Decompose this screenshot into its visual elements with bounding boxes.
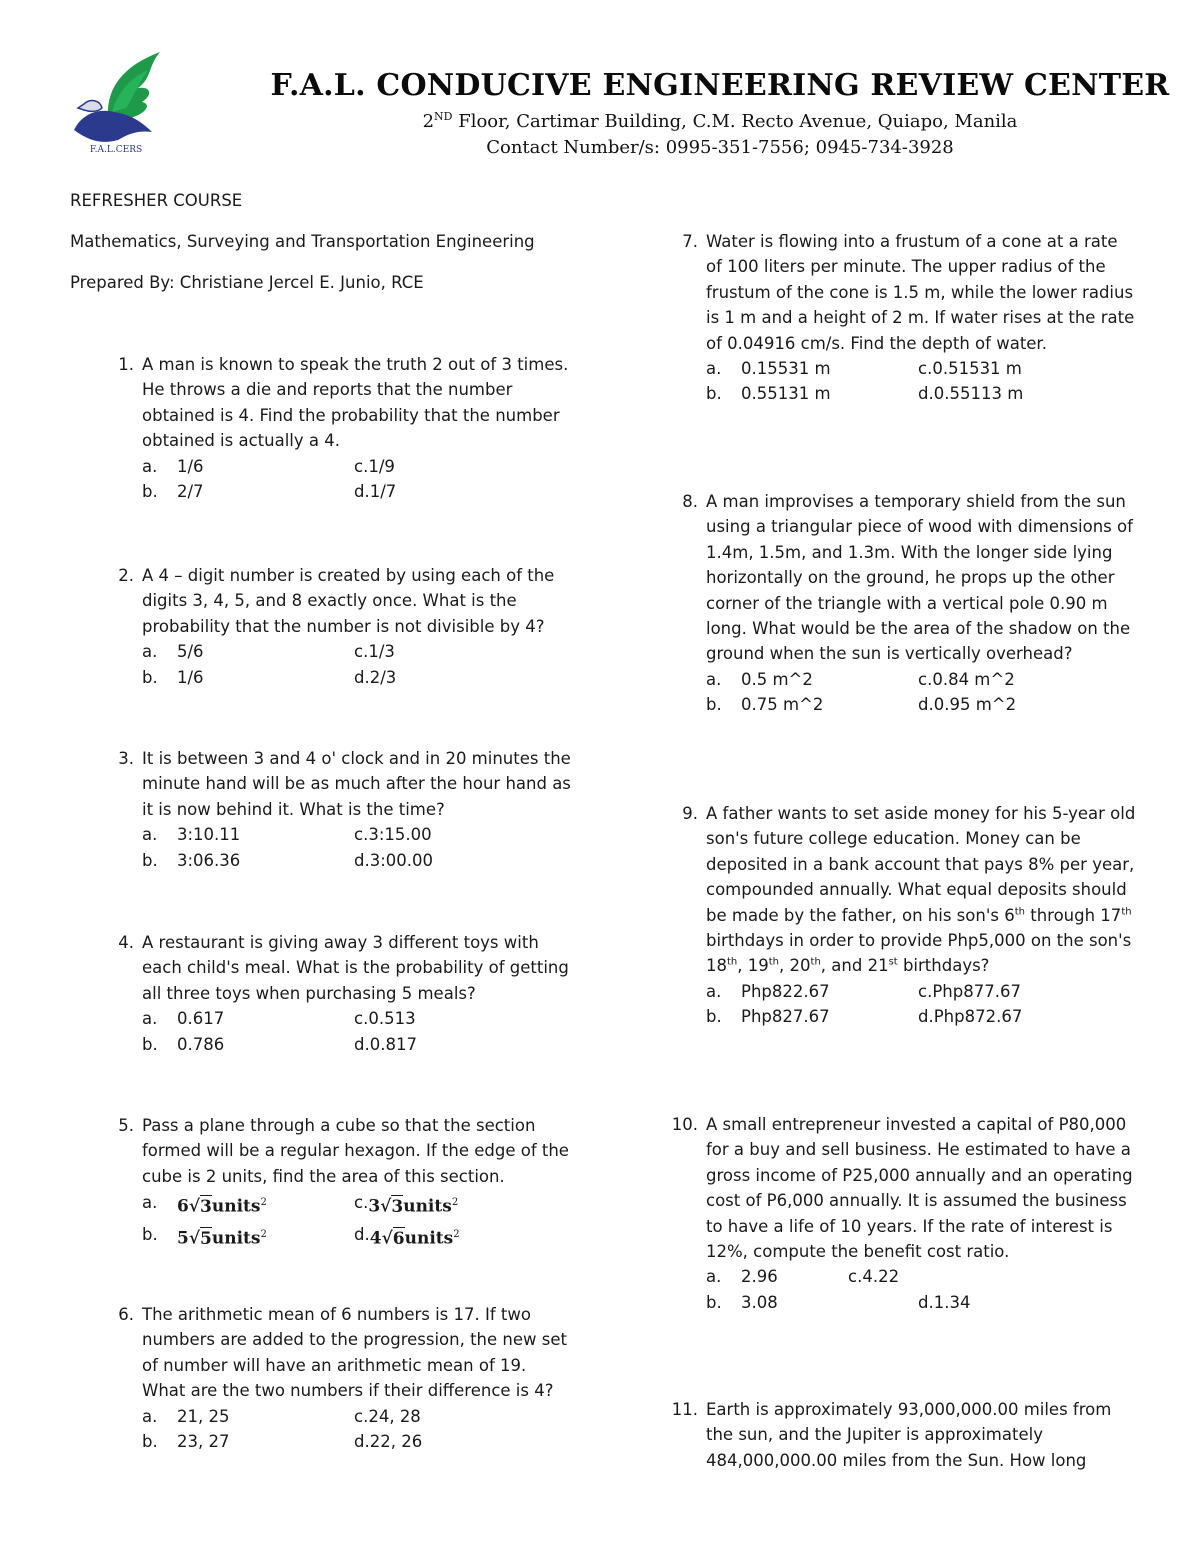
option-b: b. 0.55131 m [706,384,831,404]
option-d: d. 2/3 [354,667,397,687]
option-b: b. 5√5units$^2$ [142,1224,267,1249]
option-b: b. 1/6 [142,667,204,687]
question-number: 11. [671,1400,698,1419]
option-a: a. Php822.67 [706,981,830,1001]
option-a: a. 0.15531 m [706,359,831,379]
question-text: A father wants to set aside money for his 5-year old son's future college education. Money can be deposited in a bank account that pays 8% per year, compounded annually. What equal deposits should be made by the father, on his son's 6th through 17th birthdays in order to provide Php5,000 on the son's 18th, 19th, 20th, and 21st birthdays? [706,804,1136,976]
option-b: b. Php827.67 [706,1007,830,1027]
question-text: Water is flowing into a frustum of a cone at a rate of 100 liters per minute. The upper radius of the frustum of the cone is 1.5 m, while the lower radius is 1 m and a height of 2 m. If water rises at the rate of 0.04916 cm/s. Find the depth of water. [706,232,1135,353]
question-2 [118,563,572,690]
option-b: b. 3:06.36 [142,850,241,870]
question-number: 6. [118,1305,134,1324]
center-title: F.A.L. CONDUCIVE ENGINEERING REVIEW CENTER [270,68,1170,103]
option-c: c. 1/3 [354,642,395,662]
floor-number: 2 [422,111,435,132]
center-contact: Contact Number/s: 0995-351-7556; 0945-734-3928 [486,137,954,158]
option-c: c. 24, 28 [354,1406,421,1426]
question-text: Earth is approximately 93,000,000.00 miles from the sun, and the Jupiter is approximately 484,000,000.00 miles from the Sun. How long [706,1400,1112,1470]
option-d: d. Php872.67 [918,1007,1023,1027]
option-c: c. 1/9 [354,456,395,476]
question-9 [682,801,1136,1030]
question-text: It is between 3 and 4 o' clock and in 20 minutes the minute hand will be as much after the hour hand as it is now behind it. What is the time? [142,749,571,819]
logo-eagle-body [74,111,152,142]
course-title: REFRESHER COURSE [70,191,243,210]
option-a: a. 2.96 [706,1267,778,1287]
option-b: b. 3.08 [706,1292,778,1312]
option-a: a. 0.5 m^2 [706,669,813,689]
option-a: a. 5/6 [142,642,204,662]
question-number: 4. [118,933,134,952]
question-11 [671,1397,1136,1473]
review-center-logo [68,48,168,160]
question-text: The arithmetic mean of 6 numbers is 17. If two numbers are added to the progression, the new set of number will have an arithmetic mean of 19. What are the two numbers if their difference is 4? [142,1305,567,1401]
floor-suffix: ND [434,110,453,123]
question-number: 8. [682,492,698,511]
question-8 [682,489,1136,718]
logo-eagle-head [78,101,102,112]
option-b: b. 0.786 [142,1034,225,1054]
question-text: A man is known to speak the truth 2 out of 3 times. He throws a die and reports that the number obtained is 4. Find the probability that the number obtained is actually a 4. [142,355,569,451]
question-number: 10. [671,1115,698,1134]
question-3 [118,746,572,873]
center-address [190,110,1200,132]
option-a: a. 0.617 [142,1009,225,1029]
option-d: d. 1/7 [354,482,397,502]
option-c: c. 4.22 [848,1267,900,1287]
option-b: b. 23, 27 [142,1432,230,1452]
question-text: A small entrepreneur invested a capital of P80,000 for a buy and sell business. He estimated to have a gross income of P25,000 annually and an operating cost of P6,000 annually. It is assumed the business to have a life of 10 years. If the rate of interest is 12%, compute the benefit cost ratio. [706,1115,1133,1262]
option-b: b. 0.75 m^2 [706,695,824,715]
question-number: 1. [118,355,134,374]
option-d: d. 4√6units$^2$ [354,1224,460,1249]
option-a: a. 1/6 [142,456,204,476]
question-1 [118,352,572,504]
address-text: Floor, Cartimar Building, C.M. Recto Avenue, Quiapo, Manila [452,111,1018,132]
question-5 [118,1113,572,1253]
option-a: a. 6√3units$^2$ [142,1193,267,1217]
question-number: 3. [118,749,134,768]
prepared-by: Prepared By: Christiane Jercel E. Junio, RCE [70,273,424,292]
question-text: A restaurant is giving away 3 different toys with each child's meal. What is the probability of getting all three toys when purchasing 5 meals? [142,933,569,1003]
option-c: c. 3√3units$^2$ [354,1193,459,1217]
option-d: d. 1.34 [918,1292,971,1312]
option-c: c. 0.51531 m [918,359,1022,379]
subject-line: Mathematics, Surveying and Transportation Engineering [70,232,535,251]
option-c: c. 0.513 [354,1009,416,1029]
question-number: 5. [118,1116,134,1135]
question-7 [682,229,1136,407]
option-d: d. 3:00.00 [354,850,434,870]
question-text: A 4 – digit number is created by using each of the digits 3, 4, 5, and 8 exactly once. What is the probability that the number is not divisible by 4? [142,566,555,636]
option-c: c. 3:15.00 [354,825,432,845]
option-d: d. 0.55113 m [918,384,1024,404]
option-b: b. 2/7 [142,482,204,502]
question-number: 7. [682,232,698,251]
option-c: c. 0.84 m^2 [918,669,1015,689]
option-c: c. Php877.67 [918,981,1021,1001]
question-4 [118,930,572,1057]
option-a: a. 21, 25 [142,1406,230,1426]
question-number: 2. [118,566,134,585]
option-d: d. 22, 26 [354,1432,423,1452]
question-text: A man improvises a temporary shield from the sun using a triangular piece of wood with dimensions of 1.4m, 1.5m, and 1.3m. With the longer side lying horizontally on the ground, he props up the other corner of the triangle with a vertical pole 0.90 m long. What would be the area of the shadow on the ground when the sun is vertically overhead? [706,492,1133,664]
option-d: d. 0.95 m^2 [918,695,1017,715]
question-10 [671,1112,1136,1315]
question-6 [118,1302,572,1454]
option-a: a. 3:10.11 [142,825,241,845]
question-text: Pass a plane through a cube so that the section formed will be a regular hexagon. If the edge of the cube is 2 units, find the area of this section. [142,1116,569,1186]
question-number: 9. [682,804,698,823]
logo-caption: F.A.L.CERS [89,145,143,155]
option-d: d. 0.817 [354,1034,417,1054]
